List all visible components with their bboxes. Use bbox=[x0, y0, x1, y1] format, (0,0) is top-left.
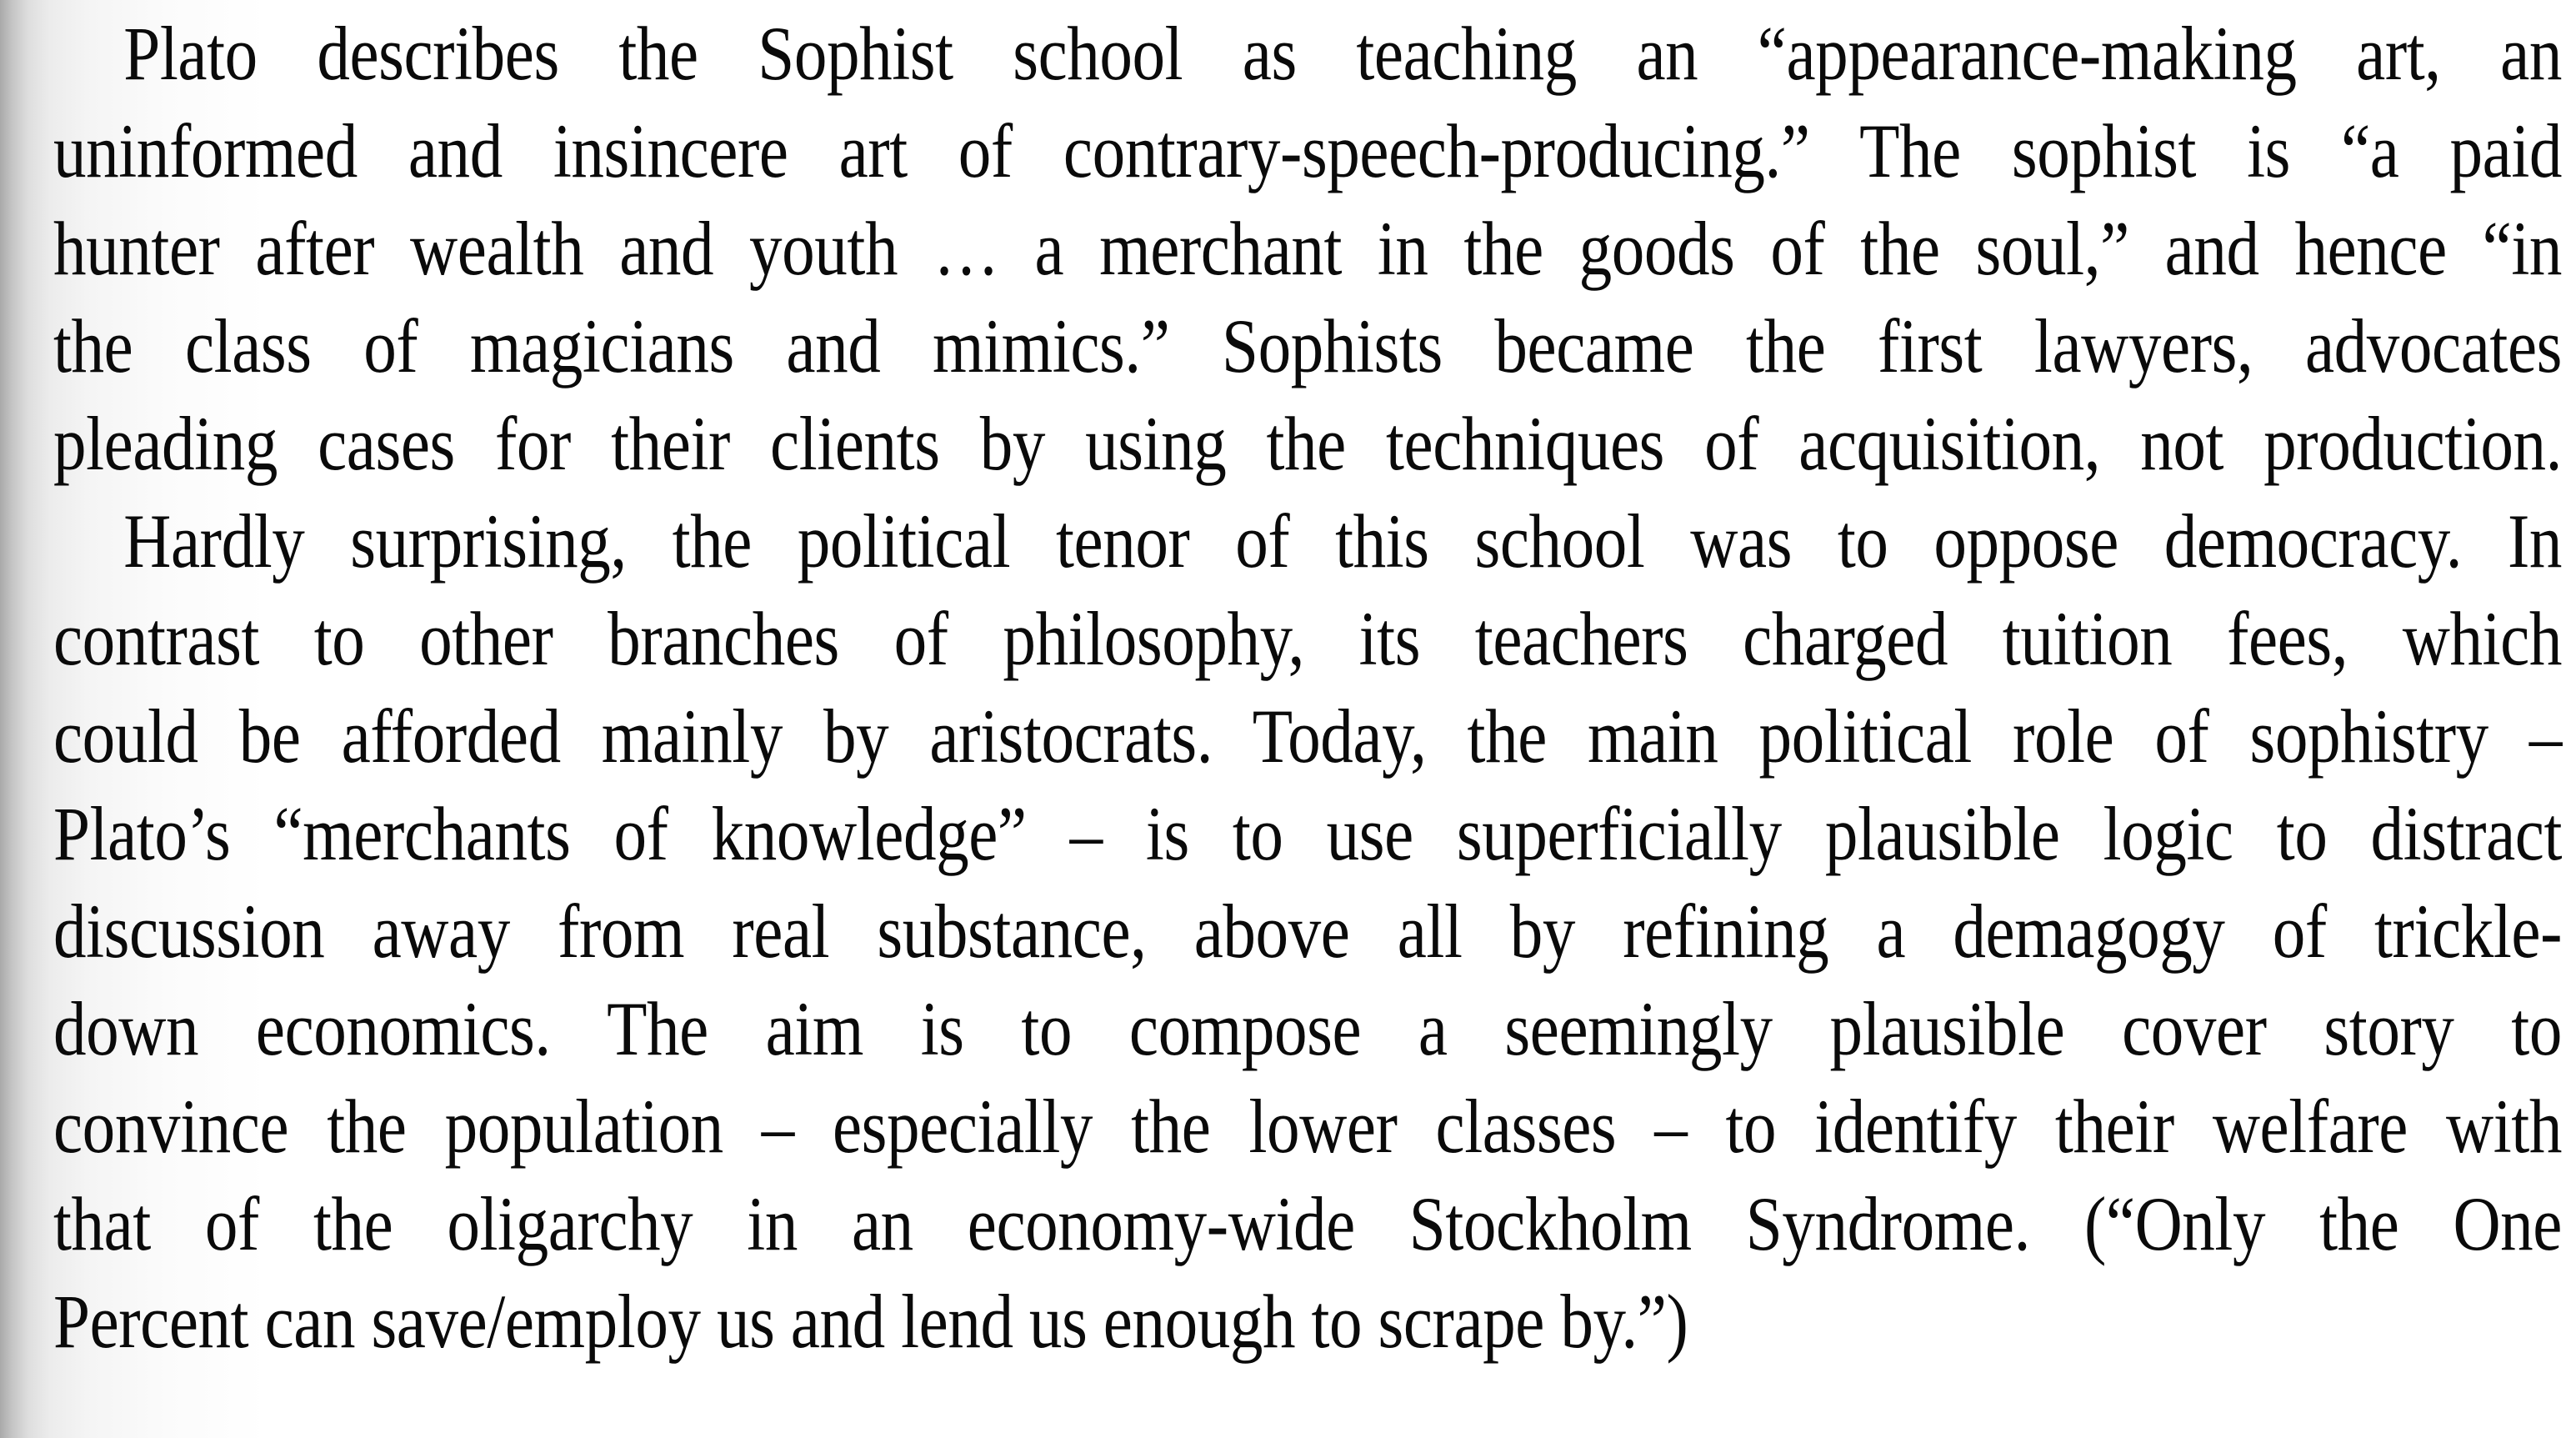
text-line: discussion away from real substance, above all by refining a demagogy of trickle- bbox=[53, 889, 2562, 974]
text-line: Plato describes the Sophist school as teaching an “appearance-making art, an bbox=[123, 11, 2562, 96]
text-line: pleading cases for their clients by using the techniques of acquisition, not production. bbox=[53, 401, 2562, 486]
text-line: convince the population – especially the lower classes – to identify their welfare with bbox=[53, 1084, 2562, 1169]
paragraph-1 bbox=[53, 5, 2562, 493]
text-line: the class of magicians and mimics.” Sophists became the first lawyers, advocates bbox=[53, 303, 2562, 388]
text-line: could be afforded mainly by aristocrats. Today, the main political role of sophistry – bbox=[53, 694, 2562, 779]
text-line: contrast to other branches of philosophy, its teachers charged tuition fees, which bbox=[53, 596, 2562, 681]
text-line: hunter after wealth and youth … a merchant in the goods of the soul,” and hence “in bbox=[53, 206, 2562, 291]
text-line: uninformed and insincere art of contrary-speech-producing.” The sophist is “a paid bbox=[53, 108, 2562, 193]
text-line: Plato’s “merchants of knowledge” – is to use superficially plausible logic to distract bbox=[53, 791, 2562, 876]
body-text bbox=[53, 5, 2562, 1370]
text-line: Hardly surprising, the political tenor of this school was to oppose democracy. In bbox=[123, 499, 2562, 584]
paragraph-2 bbox=[53, 493, 2562, 1370]
text-line: that of the oligarchy in an economy-wide Stockholm Syndrome. (“Only the One bbox=[53, 1181, 2562, 1266]
text-line: Percent can save/employ us and lend us enough to scrape by.”) bbox=[53, 1279, 1688, 1364]
text-line: down economics. The aim is to compose a seemingly plausible cover story to bbox=[53, 986, 2562, 1071]
